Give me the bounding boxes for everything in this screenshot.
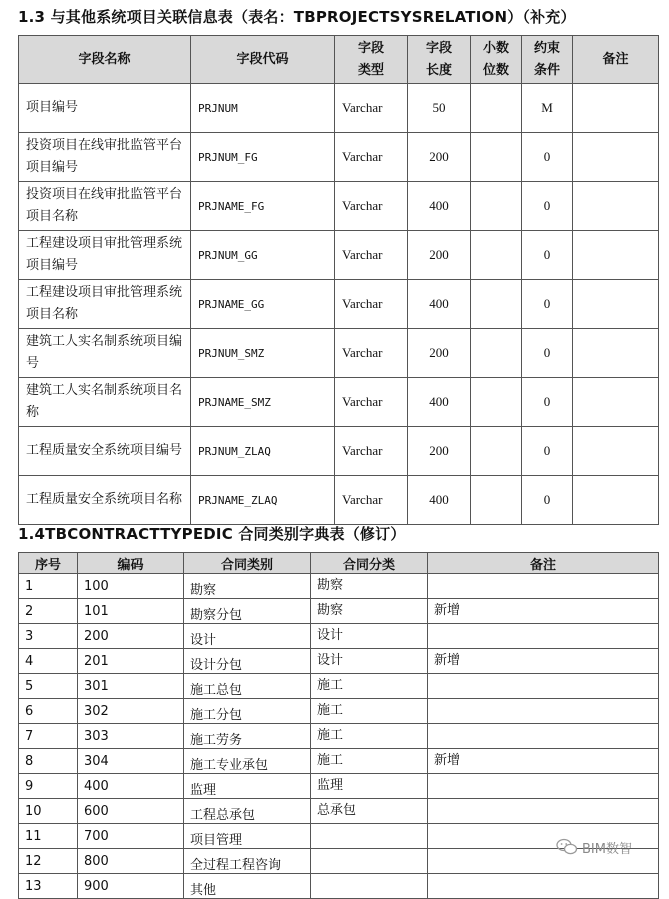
- category-cell: 其他: [184, 874, 311, 899]
- remark-cell: [573, 231, 659, 280]
- table-row: [19, 649, 659, 674]
- remark-cell: [428, 699, 659, 724]
- category-cell: 项目管理: [184, 824, 311, 849]
- decimal-cell: [471, 182, 522, 231]
- table-row: [19, 874, 659, 899]
- field-type-cell: Varchar: [335, 231, 408, 280]
- header-field-type: 字段 类型: [335, 36, 408, 84]
- remark-cell: [573, 182, 659, 231]
- constraint-cell: 0: [522, 231, 573, 280]
- table-row: [19, 674, 659, 699]
- table-row: [19, 84, 659, 133]
- constraint-cell: 0: [522, 182, 573, 231]
- remark-cell: [428, 774, 659, 799]
- seq-cell: 12: [19, 849, 78, 874]
- remark-cell: [573, 280, 659, 329]
- field-length-cell: 200: [408, 427, 471, 476]
- constraint-cell: 0: [522, 329, 573, 378]
- constraint-cell: M: [522, 84, 573, 133]
- decimal-cell: [471, 427, 522, 476]
- classification-cell: 勘察: [311, 599, 428, 624]
- field-length-cell: 200: [408, 329, 471, 378]
- section-1-title: 1.3 与其他系统项目关联信息表（表名：TBPROJECTSYSRELATION）（补充）: [18, 8, 576, 26]
- field-length-cell: 400: [408, 378, 471, 427]
- field-name-cell: 建筑工人实名制系统项目名称: [19, 378, 191, 427]
- code-cell: 100: [78, 574, 184, 599]
- header-category: 合同类别: [184, 553, 311, 574]
- seq-cell: 13: [19, 874, 78, 899]
- table-row: [19, 133, 659, 182]
- decimal-cell: [471, 378, 522, 427]
- table-row: [19, 329, 659, 378]
- table-row: [19, 378, 659, 427]
- classification-cell: 总承包: [311, 799, 428, 824]
- field-code-cell: PRJNAME_GG: [191, 280, 335, 329]
- project-relation-table: [18, 35, 659, 525]
- field-type-cell: Varchar: [335, 427, 408, 476]
- seq-cell: 3: [19, 624, 78, 649]
- table-row: [19, 774, 659, 799]
- decimal-cell: [471, 84, 522, 133]
- field-name-cell: 投资项目在线审批监管平台项目编号: [19, 133, 191, 182]
- code-cell: 600: [78, 799, 184, 824]
- classification-cell: 施工: [311, 699, 428, 724]
- field-length-cell: 400: [408, 280, 471, 329]
- category-cell: 设计分包: [184, 649, 311, 674]
- header-code: 编码: [78, 553, 184, 574]
- remark-cell: [573, 84, 659, 133]
- field-length-cell: 50: [408, 84, 471, 133]
- classification-cell: 勘察: [311, 574, 428, 599]
- seq-cell: 7: [19, 724, 78, 749]
- code-cell: 101: [78, 599, 184, 624]
- table-row: [19, 182, 659, 231]
- remark-cell: [573, 476, 659, 525]
- field-type-cell: Varchar: [335, 133, 408, 182]
- code-cell: 800: [78, 849, 184, 874]
- field-code-cell: PRJNUM: [191, 84, 335, 133]
- header-field-length: 字段 长度: [408, 36, 471, 84]
- section-2-title: 1.4TBCONTRACTTYPEDIC 合同类别字典表（修订）: [18, 525, 406, 543]
- classification-cell: [311, 874, 428, 899]
- table-row: [19, 624, 659, 649]
- code-cell: 400: [78, 774, 184, 799]
- category-cell: 施工劳务: [184, 724, 311, 749]
- field-code-cell: PRJNUM_ZLAQ: [191, 427, 335, 476]
- table-row: [19, 231, 659, 280]
- classification-cell: [311, 849, 428, 874]
- category-cell: 监理: [184, 774, 311, 799]
- remark-cell: [573, 329, 659, 378]
- category-cell: 施工专业承包: [184, 749, 311, 774]
- seq-cell: 5: [19, 674, 78, 699]
- field-code-cell: PRJNAME_SMZ: [191, 378, 335, 427]
- classification-cell: 施工: [311, 749, 428, 774]
- field-type-cell: Varchar: [335, 280, 408, 329]
- header-remark: 备注: [428, 553, 659, 574]
- seq-cell: 1: [19, 574, 78, 599]
- category-cell: 施工分包: [184, 699, 311, 724]
- field-length-cell: 200: [408, 231, 471, 280]
- code-cell: 303: [78, 724, 184, 749]
- code-cell: 301: [78, 674, 184, 699]
- header-field-name: 字段名称: [19, 36, 191, 84]
- table-row: [19, 476, 659, 525]
- constraint-cell: 0: [522, 476, 573, 525]
- field-code-cell: PRJNAME_FG: [191, 182, 335, 231]
- classification-cell: 施工: [311, 674, 428, 699]
- field-type-cell: Varchar: [335, 182, 408, 231]
- classification-cell: 监理: [311, 774, 428, 799]
- header-decimal: 小数 位数: [471, 36, 522, 84]
- decimal-cell: [471, 280, 522, 329]
- constraint-cell: 0: [522, 427, 573, 476]
- table-row: [19, 724, 659, 749]
- seq-cell: 4: [19, 649, 78, 674]
- field-name-cell: 工程建设项目审批管理系统项目编号: [19, 231, 191, 280]
- seq-cell: 8: [19, 749, 78, 774]
- field-length-cell: 400: [408, 182, 471, 231]
- code-cell: 201: [78, 649, 184, 674]
- classification-cell: 设计: [311, 624, 428, 649]
- table-row: [19, 799, 659, 824]
- decimal-cell: [471, 476, 522, 525]
- category-cell: 全过程工程咨询: [184, 849, 311, 874]
- wechat-icon: [556, 838, 578, 856]
- field-name-cell: 工程质量安全系统项目编号: [19, 427, 191, 476]
- field-code-cell: PRJNUM_GG: [191, 231, 335, 280]
- watermark-text: BIM数智: [582, 841, 632, 857]
- constraint-cell: 0: [522, 378, 573, 427]
- table-row: [19, 280, 659, 329]
- seq-cell: 11: [19, 824, 78, 849]
- classification-cell: 设计: [311, 649, 428, 674]
- remark-cell: [573, 427, 659, 476]
- remark-cell: [428, 674, 659, 699]
- remark-cell: 新增: [428, 749, 659, 774]
- remark-cell: 新增: [428, 599, 659, 624]
- category-cell: 勘察: [184, 574, 311, 599]
- code-cell: 900: [78, 874, 184, 899]
- header-field-code: 字段代码: [191, 36, 335, 84]
- seq-cell: 2: [19, 599, 78, 624]
- table-header-row: [19, 553, 659, 574]
- header-classification: 合同分类: [311, 553, 428, 574]
- field-code-cell: PRJNUM_FG: [191, 133, 335, 182]
- field-code-cell: PRJNUM_SMZ: [191, 329, 335, 378]
- table-row: [19, 749, 659, 774]
- header-constraint: 约束 条件: [522, 36, 573, 84]
- code-cell: 200: [78, 624, 184, 649]
- header-remark: 备注: [573, 36, 659, 84]
- remark-cell: [573, 378, 659, 427]
- code-cell: 304: [78, 749, 184, 774]
- code-cell: 302: [78, 699, 184, 724]
- remark-cell: [428, 724, 659, 749]
- seq-cell: 10: [19, 799, 78, 824]
- field-type-cell: Varchar: [335, 378, 408, 427]
- constraint-cell: 0: [522, 133, 573, 182]
- table-row: [19, 599, 659, 624]
- decimal-cell: [471, 231, 522, 280]
- header-seq: 序号: [19, 553, 78, 574]
- field-name-cell: 投资项目在线审批监管平台项目名称: [19, 182, 191, 231]
- field-name-cell: 项目编号: [19, 84, 191, 133]
- field-length-cell: 400: [408, 476, 471, 525]
- constraint-cell: 0: [522, 280, 573, 329]
- remark-cell: [428, 574, 659, 599]
- classification-cell: [311, 824, 428, 849]
- classification-cell: 施工: [311, 724, 428, 749]
- table-header-row: [19, 36, 659, 84]
- category-cell: 施工总包: [184, 674, 311, 699]
- category-cell: 勘察分包: [184, 599, 311, 624]
- field-name-cell: 工程建设项目审批管理系统项目名称: [19, 280, 191, 329]
- decimal-cell: [471, 133, 522, 182]
- field-type-cell: Varchar: [335, 84, 408, 133]
- field-type-cell: Varchar: [335, 329, 408, 378]
- field-code-cell: PRJNAME_ZLAQ: [191, 476, 335, 525]
- remark-cell: [428, 799, 659, 824]
- remark-cell: 新增: [428, 649, 659, 674]
- decimal-cell: [471, 329, 522, 378]
- category-cell: 工程总承包: [184, 799, 311, 824]
- field-type-cell: Varchar: [335, 476, 408, 525]
- field-length-cell: 200: [408, 133, 471, 182]
- table-row: [19, 427, 659, 476]
- seq-cell: 6: [19, 699, 78, 724]
- field-name-cell: 建筑工人实名制系统项目编号: [19, 329, 191, 378]
- table-row: [19, 574, 659, 599]
- table-row: [19, 699, 659, 724]
- seq-cell: 9: [19, 774, 78, 799]
- remark-cell: [428, 874, 659, 899]
- watermark: [556, 835, 656, 859]
- remark-cell: [573, 133, 659, 182]
- field-name-cell: 工程质量安全系统项目名称: [19, 476, 191, 525]
- remark-cell: [428, 624, 659, 649]
- code-cell: 700: [78, 824, 184, 849]
- category-cell: 设计: [184, 624, 311, 649]
